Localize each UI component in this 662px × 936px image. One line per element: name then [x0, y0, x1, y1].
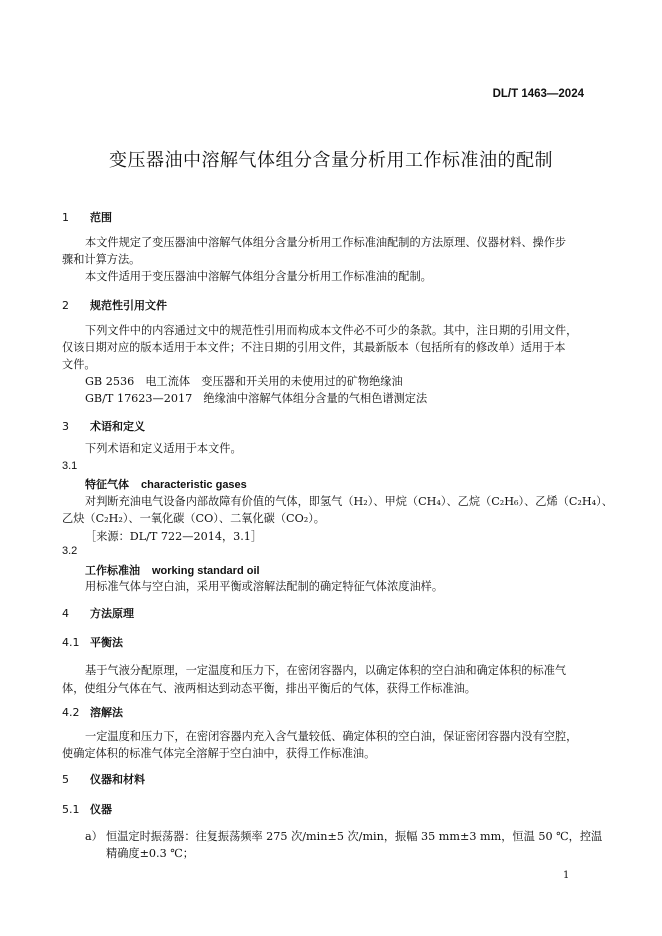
- paragraph-line: 体，使组分气体在气、液两相达到动态平衡，排出平衡后的气体，获得工作标准油。: [62, 682, 476, 695]
- section-5-heading: [62, 771, 145, 787]
- term-chinese: 工作标准油: [85, 564, 140, 577]
- reference-item: GB 2536 电工流体 变压器和开关用的未使用过的矿物绝缘油: [85, 375, 403, 388]
- page-title: 变压器油中溶解气体组分含量分析用工作标准油的配制: [109, 150, 553, 171]
- subsection-4-1-heading: [62, 634, 123, 650]
- subsection-number: 4.1: [62, 636, 80, 649]
- paragraph-line: 本文件规定了变压器油中溶解气体组分含量分析用工作标准油配制的方法原理、仪器材料、操作步: [85, 236, 567, 249]
- term-english: characteristic gases: [141, 479, 247, 491]
- section-number: 3: [62, 420, 69, 433]
- section-number: 4: [62, 607, 69, 620]
- subsection-number: 5.1: [62, 803, 80, 816]
- paragraph-line: 仅该日期对应的版本适用于本文件；不注日期的引用文件，其最新版本（包括所有的修改单）适用于本: [62, 341, 566, 354]
- list-item-label: a）: [85, 830, 103, 843]
- paragraph-line: 使确定体积的标准气体完全溶解于空白油中，获得工作标准油。: [62, 747, 376, 760]
- subsection-5-1-heading: [62, 801, 112, 817]
- section-title: 方法原理: [90, 607, 134, 620]
- definition-line: 用标准气体与空白油，采用平衡或溶解法配制的确定特征气体浓度油样。: [85, 580, 444, 593]
- section-title: 术语和定义: [90, 420, 145, 433]
- section-number: 2: [62, 299, 69, 312]
- section-number: 1: [62, 211, 69, 224]
- list-item-line: 恒温定时振荡器：往复振荡频率 275 次/min±5 次/min，振幅 35 mm±3 mm，恒温 50 ℃，控温: [106, 830, 603, 843]
- subsection-title: 溶解法: [90, 706, 123, 719]
- paragraph-line: 本文件适用于变压器油中溶解气体组分含量分析用工作标准油的配制。: [85, 270, 432, 283]
- reference-item: GB/T 17623—2017 绝缘油中溶解气体组分含量的气相色谱测定法: [85, 392, 428, 405]
- list-item-line: 精确度±0.3 ℃；: [106, 847, 194, 860]
- paragraph-line: 一定温度和压力下，在密闭容器内充入含气量较低、确定体积的空白油，保证密闭容器内没有空腔，: [85, 730, 578, 743]
- section-title: 规范性引用文件: [90, 299, 167, 312]
- definition-line: 对判断充油电气设备内部故障有价值的气体，即氢气（H₂）、甲烷（CH₄）、乙烷（C₂H₆）、乙烯（C₂H₄）、: [85, 495, 613, 508]
- section-1-heading: [62, 209, 112, 225]
- section-number: 5: [62, 773, 69, 786]
- section-4-heading: [62, 605, 134, 621]
- paragraph-line: 骤和计算方法。: [62, 253, 141, 266]
- paragraph-line: 下列术语和定义适用于本文件。: [85, 442, 242, 455]
- subsection-4-2-heading: [62, 704, 123, 720]
- paragraph-line: 文件。: [62, 358, 96, 371]
- section-2-heading: [62, 297, 167, 313]
- paragraph-line: 基于气液分配原理，一定温度和压力下，在密闭容器内，以确定体积的空白油和确定体积的标准气: [85, 664, 567, 677]
- section-3-heading: [62, 418, 145, 434]
- document-number: DL/T 1463—2024: [492, 88, 584, 100]
- subsection-title: 平衡法: [90, 636, 123, 649]
- term-english: working standard oil: [152, 565, 260, 577]
- section-title: 仪器和材料: [90, 773, 145, 786]
- term-heading: [85, 476, 247, 492]
- term-number: 3.2: [62, 545, 78, 557]
- subsection-number: 4.2: [62, 706, 80, 719]
- term-heading: [85, 562, 260, 578]
- term-source: ［来源：DL/T 722—2014，3.1］: [85, 530, 263, 543]
- paragraph-line: 下列文件中的内容通过文中的规范性引用而构成本文件必不可少的条款。其中，注日期的引用文件，: [85, 324, 578, 337]
- term-chinese: 特征气体: [85, 478, 129, 491]
- section-title: 范围: [90, 211, 112, 224]
- term-number: 3.1: [62, 460, 78, 472]
- subsection-title: 仪器: [90, 803, 112, 816]
- definition-line: 乙炔（C₂H₂）、一氧化碳（CO）、二氧化碳（CO₂）。: [62, 512, 325, 525]
- page-number: 1: [563, 870, 570, 881]
